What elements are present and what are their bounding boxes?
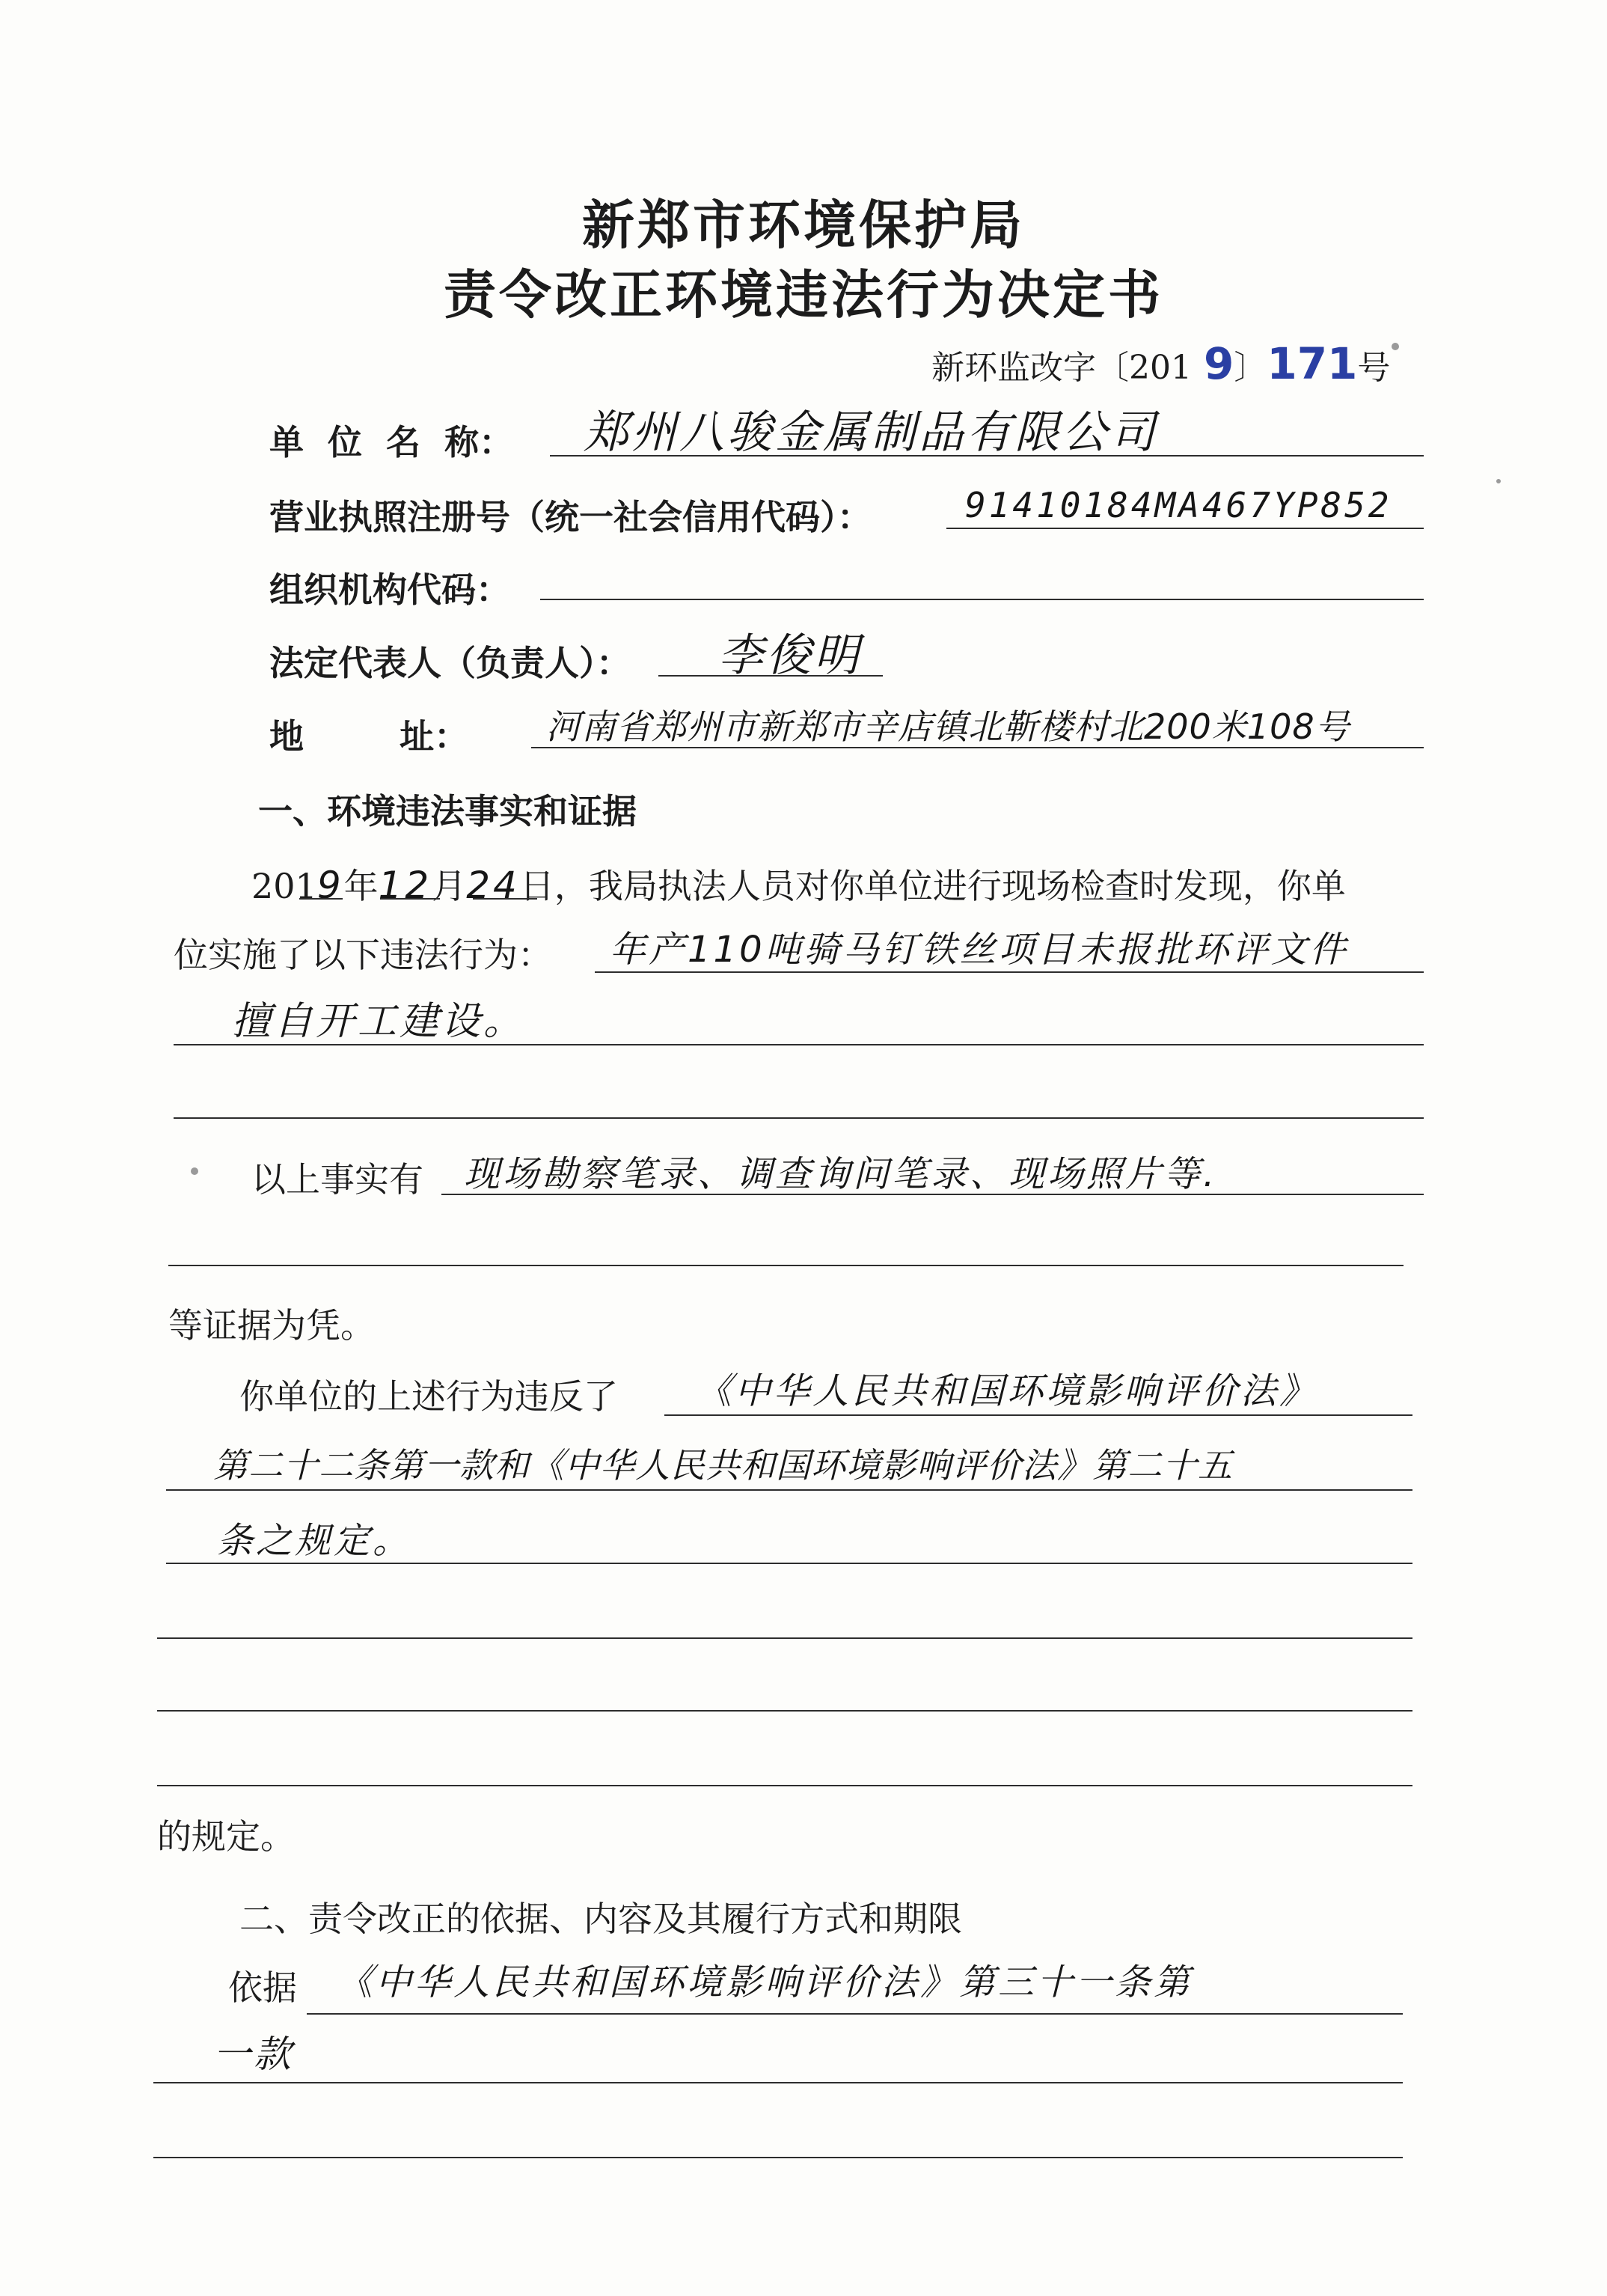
violation-underline-6 — [157, 1785, 1412, 1786]
date-prefix: 201 — [251, 866, 317, 906]
license-value: 91410184MA467YP852 — [965, 485, 1392, 525]
legal-rep-label: 法定代表人（负责人）： — [269, 643, 631, 683]
org-code-label: 组织机构代码： — [269, 570, 510, 610]
license-label: 营业执照注册号（统一社会信用代码）： — [269, 497, 872, 537]
doc-number-seq: 171 — [1267, 338, 1358, 389]
doc-number-year-digit: 9 — [1203, 338, 1234, 389]
basis-underline-2 — [153, 2082, 1403, 2083]
unit-name-underline — [550, 455, 1424, 457]
section1-heading: 一、环境违法事实和证据 — [258, 791, 637, 831]
violation-underline-5 — [157, 1710, 1412, 1712]
date-day-underline — [473, 898, 537, 900]
behavior-underline-1 — [595, 971, 1424, 973]
section2-heading: 二、责令改正的依据、内容及其履行方式和期限 — [239, 1899, 962, 1939]
behavior-prefix: 位实施了以下违法行为： — [174, 935, 552, 975]
month-char: 月 — [432, 866, 467, 906]
inspection-sentence — [251, 859, 1346, 909]
basis-line-2: 一款 — [213, 2033, 294, 2076]
doc-number-prefix: 新环监改字〔201 — [931, 349, 1192, 387]
year-char: 年 — [343, 866, 379, 906]
violation-line-2: 第二十二条第一款和《中华人民共和国环境影响评价法》第二十五 — [213, 1445, 1233, 1486]
scan-speck — [191, 1167, 198, 1175]
behavior-line-1: 年产110吨骑马钉铁丝项目未报批环评文件 — [610, 929, 1349, 971]
address-label: 地 址： — [269, 716, 469, 757]
agency-title: 新郑市环境保护局 — [582, 194, 1025, 256]
behavior-underline-2 — [174, 1044, 1424, 1045]
license-underline — [946, 528, 1424, 529]
evidence-suffix: 等证据为凭。 — [168, 1305, 375, 1346]
violation-underline-2 — [166, 1489, 1412, 1491]
address-value: 河南省郑州市新郑市辛店镇北靳楼村北200米108号 — [546, 706, 1350, 747]
date-month: 12 — [378, 864, 432, 907]
scan-speck — [1392, 343, 1399, 350]
evidence-underline-1 — [441, 1194, 1424, 1195]
evidence-value: 现场勘察笔录、调查询问笔录、现场照片等. — [464, 1153, 1218, 1195]
behavior-line-2: 擅自开工建设。 — [232, 999, 526, 1044]
violation-underline-1 — [664, 1414, 1412, 1416]
evidence-prefix: 以上事实有 — [251, 1159, 423, 1200]
date-day: 24 — [466, 864, 520, 907]
basis-prefix: 依据 — [228, 1967, 297, 2008]
violation-line-1: 《中华人民共和国环境影响评价法》 — [696, 1370, 1319, 1412]
basis-underline-1 — [307, 2013, 1403, 2015]
violation-suffix: 的规定。 — [157, 1816, 295, 1857]
legal-rep-underline — [658, 675, 883, 677]
evidence-underline-2 — [168, 1265, 1404, 1266]
date-year-underline — [299, 898, 343, 900]
document-title: 责令改正环境违法行为决定书 — [444, 263, 1163, 326]
basis-underline-3 — [153, 2157, 1403, 2158]
doc-number-bracket: 〕 — [1234, 349, 1267, 387]
date-month-underline — [380, 898, 440, 900]
violation-prefix: 你单位的上述行为违反了 — [239, 1376, 618, 1417]
basis-line-1: 《中华人民共和国环境影响评价法》第三十一条第 — [337, 1961, 1193, 2003]
document-number — [931, 338, 1390, 389]
behavior-underline-3 — [174, 1117, 1424, 1119]
address-underline — [531, 747, 1424, 748]
scan-speck — [1496, 479, 1501, 483]
violation-underline-3 — [166, 1563, 1412, 1564]
date-year-digit: 9 — [316, 864, 344, 907]
legal-rep-value: 李俊明 — [718, 629, 862, 682]
unit-name-label: 单 位 名 称： — [269, 422, 514, 462]
unit-name-value: 郑州八骏金属制品有限公司 — [584, 406, 1158, 459]
violation-line-3: 条之规定。 — [217, 1520, 412, 1562]
doc-number-suffix: 号 — [1357, 349, 1391, 387]
violation-underline-4 — [157, 1637, 1412, 1639]
org-code-underline — [540, 599, 1424, 600]
date-rest: 日，我局执法人员对你单位进行现场检查时发现，你单 — [519, 866, 1346, 906]
